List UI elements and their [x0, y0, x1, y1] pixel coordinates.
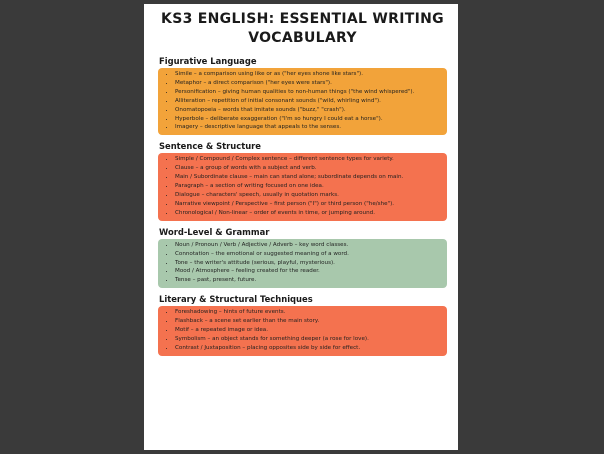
title-line-2: VOCABULARY: [248, 30, 357, 46]
list-item: • Paragraph – a section of writing focused on one idea.: [175, 182, 441, 191]
section-word-level-grammar: [158, 227, 447, 289]
list-item: • Simple / Compound / Complex sentence – different sentence types for variety.: [175, 155, 441, 164]
worksheet-page: [144, 4, 458, 450]
list-item: • Alliteration – repetition of initial consonant sounds ("wild, whirling wind").: [175, 97, 441, 106]
section-heading: Literary & Structural Techniques: [159, 294, 313, 305]
list-item: • Onomatopoeia – words that imitate sounds ("buzz," "crash").: [175, 106, 441, 115]
list-item: • Imagery – descriptive language that appeals to the senses.: [175, 123, 441, 132]
title-line-1: KS3 ENGLISH: ESSENTIAL WRITING: [161, 11, 444, 27]
section-sentence-structure: [158, 141, 447, 220]
section-heading: Word-Level & Grammar: [159, 226, 270, 237]
section-figurative-language: [158, 56, 447, 135]
list-item: • Symbolism – an object stands for something deeper (a rose for love).: [175, 335, 441, 344]
list-item: • Flashback – a scene set earlier than the main story.: [175, 317, 441, 326]
list-item: • Noun / Pronoun / Verb / Adjective / Adverb – key word classes.: [175, 241, 441, 250]
list-item: • Main / Subordinate clause – main can stand alone; subordinate depends on main.: [175, 173, 441, 182]
section-literary-techniques: [158, 294, 447, 356]
list-item: • Tone – the writer's attitude (serious, playful, mysterious).: [175, 259, 441, 268]
list-item: • Clause – a group of words with a subject and verb.: [175, 164, 441, 173]
list-item: • Contrast / Juxtaposition – placing opposites side by side for effect.: [175, 344, 441, 353]
section-heading: Figurative Language: [159, 56, 257, 66]
list-item: • Foreshadowing – hints of future events.: [175, 308, 441, 317]
list-item: • Tense – past, present, future.: [175, 276, 441, 285]
list-item: • Simile – a comparison using like or as ("her eyes shone like stars").: [175, 70, 441, 79]
section-box: [158, 153, 447, 220]
page-title: [158, 10, 447, 48]
list-item: • Motif – a repeated image or idea.: [175, 326, 441, 335]
list-item: • Mood / Atmosphere – feeling created for the reader.: [175, 267, 441, 276]
list-item: • Metaphor – a direct comparison ("her eyes were stars").: [175, 79, 441, 88]
list-item: • Narrative viewpoint / Perspective – first person ("I") or third person ("he/she").: [175, 200, 441, 209]
list-item: • Connotation – the emotional or suggested meaning of a word.: [175, 250, 441, 259]
list-item: • Personification – giving human qualities to non-human things ("the wind whispered").: [175, 88, 441, 97]
list-item: • Hyperbole – deliberate exaggeration ("I'm so hungry I could eat a horse").: [175, 115, 441, 124]
section-box: [158, 239, 447, 289]
section-box: [158, 68, 447, 135]
section-heading: Sentence & Structure: [159, 141, 261, 152]
list-item: • Dialogue – characters' speech, usually in quotation marks.: [175, 191, 441, 200]
section-box: [158, 306, 447, 356]
list-item: • Chronological / Non-linear – order of events in time, or jumping around.: [175, 209, 441, 218]
